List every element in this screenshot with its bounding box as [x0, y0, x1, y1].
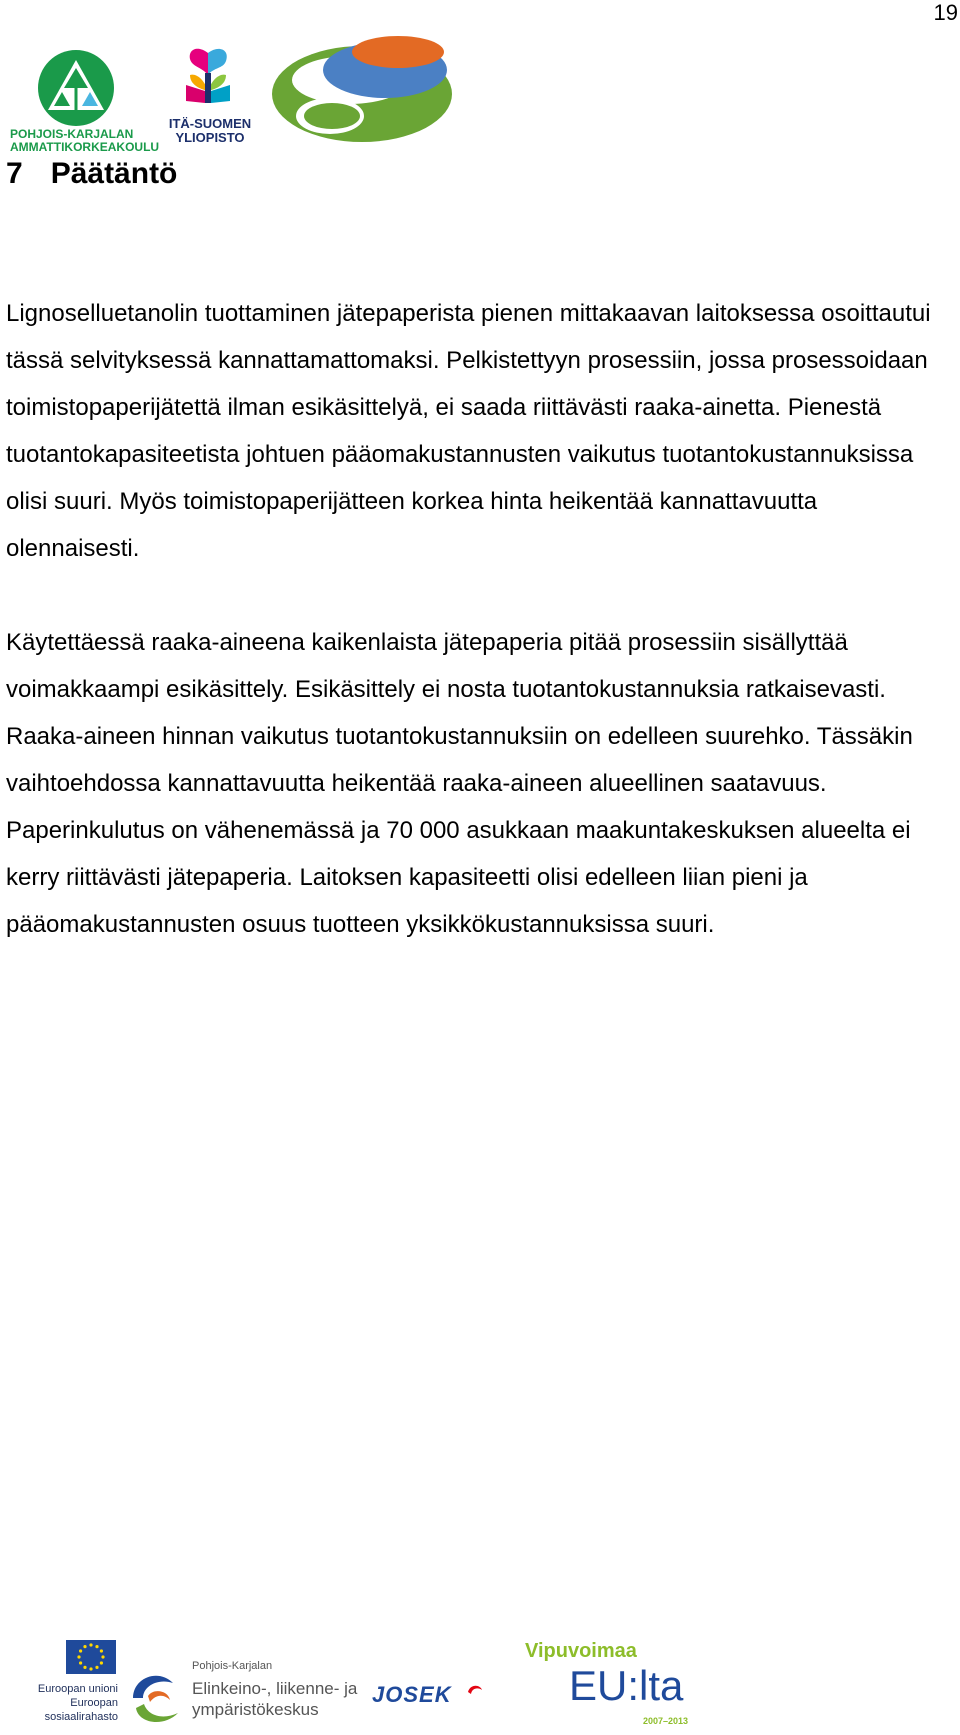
paragraph-2: Käytettäessä raaka-aineena kaikenlaista jätepaperia pitää prosessiin sisällyttää voimakkaampi esikäsittely. Esikäsittely ei nosta tuotantokustannuksia ratkaisevasti. Raaka-aineen hinnan vaikutus tuotantokustannuksiin on edelleen suurehko. Tässäkin vaihtoehdossa kannattavuutta heikentää raaka-aineen alueellinen saatavuus. Paperinkulutus on vähenemässä ja 70 000 asukkaan maakuntakeskuksen alueelta ei kerry riittävästi jätepaperia. Laitoksen kapasiteetti olisi edelleen liian pieni ja pääomakustannusten osuus tuotteen yksikkökustannuksissa suuri. — [6, 629, 913, 938]
uef-emblem-icon — [168, 45, 248, 110]
section-title: Päätäntö — [50, 157, 178, 190]
footer-logos — [0, 1640, 960, 1735]
ely-logo-line-1: Pohjois-Karjalan — [192, 1660, 273, 1672]
paragraph-1: Lignoselluetanolin tuottaminen jätepaperista pienen mittakaavan laitoksessa osoittautui tässä selvityksessä kannattamattomaksi. Pelkistettyyn prosessiin, jossa prosessoidaan toimistopaperijätettä ilman esikäsittelyä, ei saada riittävästi raaka-ainetta. Pienestä tuotantokapasiteetista johtuen pääomakustannusten vaikutus tuotantokustannuksissa olisi suuri. Myös toimistopaperijätteen korkea hinta heikentää kannattavuutta olennaisesti. — [6, 300, 931, 562]
pohjois-karjalan-amk-logo — [8, 48, 160, 158]
section-heading — [6, 157, 177, 191]
eu-flag-icon — [66, 1640, 116, 1674]
ely-logo-line-2: Elinkeino-, liikenne- ja — [192, 1679, 358, 1698]
ita-suomen-yliopisto-logo — [160, 45, 255, 155]
pkamk-logo-line-2: AMMATTIKORKEAKOULU — [10, 139, 160, 154]
section-number: 7 — [6, 157, 23, 190]
regional-swirl-icon — [270, 30, 475, 145]
ely-logo-line-3: ympäristökeskus — [192, 1700, 319, 1719]
body-text — [6, 290, 956, 995]
vipuvoimaa-eulta: EU:lta — [569, 1662, 684, 1709]
josek-logo-text: JOSEK — [372, 1682, 452, 1707]
eu-logo-line-2: Euroopan sosiaalirahasto — [44, 1697, 118, 1723]
vipuvoimaa-title: Vipuvoimaa — [525, 1640, 637, 1662]
eu-logo-line-1: Euroopan unioni — [37, 1683, 118, 1695]
header-logos — [0, 30, 480, 155]
ely-swirl-icon — [128, 1668, 183, 1728]
josek-logo — [372, 1682, 487, 1722]
pkamk-logo-line-1: POHJOIS-KARJALAN — [10, 127, 134, 141]
uef-logo-line-1: ITÄ-SUOMEN — [168, 116, 252, 131]
page-number: 19 — [933, 0, 958, 25]
uef-logo-line-2: YLIOPISTO — [175, 129, 245, 145]
josek-swirl-icon — [466, 1682, 484, 1700]
eu-logo — [8, 1640, 118, 1730]
pkamk-emblem-icon — [8, 48, 143, 128]
regional-logo — [270, 30, 475, 145]
vipuvoimaa-years: 2007–2013 — [643, 1716, 689, 1726]
vipuvoimaa-logo — [525, 1640, 695, 1730]
ely-logo — [128, 1660, 358, 1735]
